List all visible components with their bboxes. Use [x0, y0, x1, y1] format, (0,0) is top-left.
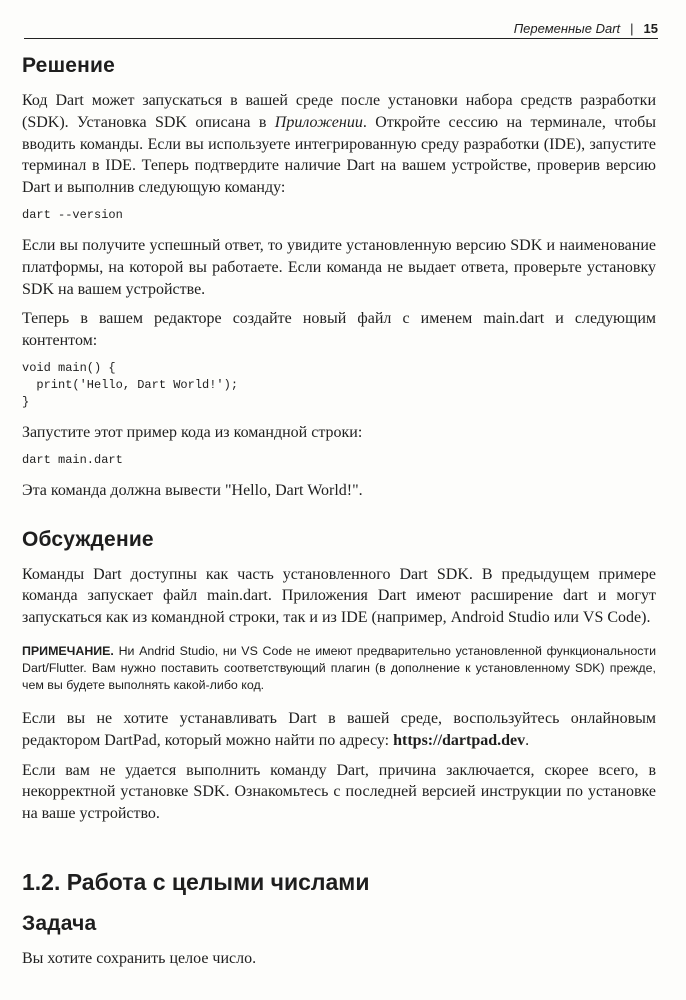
- dartpad-url: https://dartpad.dev: [393, 731, 526, 749]
- solution-paragraph-4: Запустите этот пример кода из командной строки:: [22, 423, 363, 441]
- task-heading: Задача: [22, 911, 97, 935]
- note-text: Ни Andrid Studio, ни VS Code не имеют предварительно установленной функциональности Dart/Flutter. Вам нужно поставить соответствующий плагин (в дополнение к установленному SDK) прежде, чем вы будете выполнять какой-либо код.: [22, 643, 656, 692]
- discussion-heading: Обсуждение: [22, 527, 154, 551]
- note-label: ПРИМЕЧАНИЕ.: [22, 643, 114, 658]
- header-separator: |: [630, 21, 634, 36]
- solution-paragraph-5: Эта команда должна вывести "Hello, Dart World!".: [22, 481, 363, 499]
- solution-paragraph-1: Код Dart может запускаться в вашей среде после установки набора средств разработки (SDK). Установка SDK описана в Приложении. Откройте сессию на терминале, чтобы вводить команды. Если вы используете интегрированную среду разработки (IDE), запустите терминал в IDE. Теперь подтвердите наличие Dart на вашем устройстве, проверив версию Dart и выполнив следующую команду:: [22, 92, 656, 197]
- code-dart-run: dart main.dart: [22, 452, 123, 467]
- discussion-paragraph-2: Если вы не хотите устанавливать Dart в вашей среде, воспользуйтесь онлайновым редактором DartPad, который можно найти по адресу: https://dartpad.dev.: [22, 709, 656, 749]
- discussion-paragraph-1: Команды Dart доступны как часть установленного Dart SDK. В предыдущем примере команда запускает файл main.dart. Приложения Dart имеют расширение dart и могут запускаться как из командной строки, так и из IDE (например, Android Studio или VS Code).: [22, 565, 656, 627]
- solution-paragraph-2: Если вы получите успешный ответ, то увидите установленную версию SDK и наименование платформы, на которой вы работаете. Если команда не выдает ответа, проверьте установку SDK на вашем устройстве.: [22, 236, 656, 298]
- page-number: 15: [643, 21, 658, 36]
- running-header: [24, 12, 658, 39]
- note-block: [22, 643, 656, 694]
- solution-paragraph-3: Теперь в вашем редакторе создайте новый файл с именем main.dart и следующим контентом:: [22, 310, 656, 350]
- running-title: Переменные Dart: [513, 21, 621, 36]
- page-content: [22, 54, 656, 978]
- solution-heading: Решение: [22, 54, 116, 77]
- code-dart-version: dart --version: [22, 207, 123, 222]
- section-title: 1.2. Работа с целыми числами: [22, 868, 370, 895]
- code-main-dart: void main() { print('Hello, Dart World!'); }: [22, 360, 239, 409]
- discussion-paragraph-3: Если вам не удается выполнить команду Dart, причина заключается, скорее всего, в некорректной установке SDK. Ознакомьтесь с последней версией инструкции по установке на ваше устройство.: [22, 761, 656, 823]
- task-paragraph: Вы хотите сохранить целое число.: [22, 949, 257, 967]
